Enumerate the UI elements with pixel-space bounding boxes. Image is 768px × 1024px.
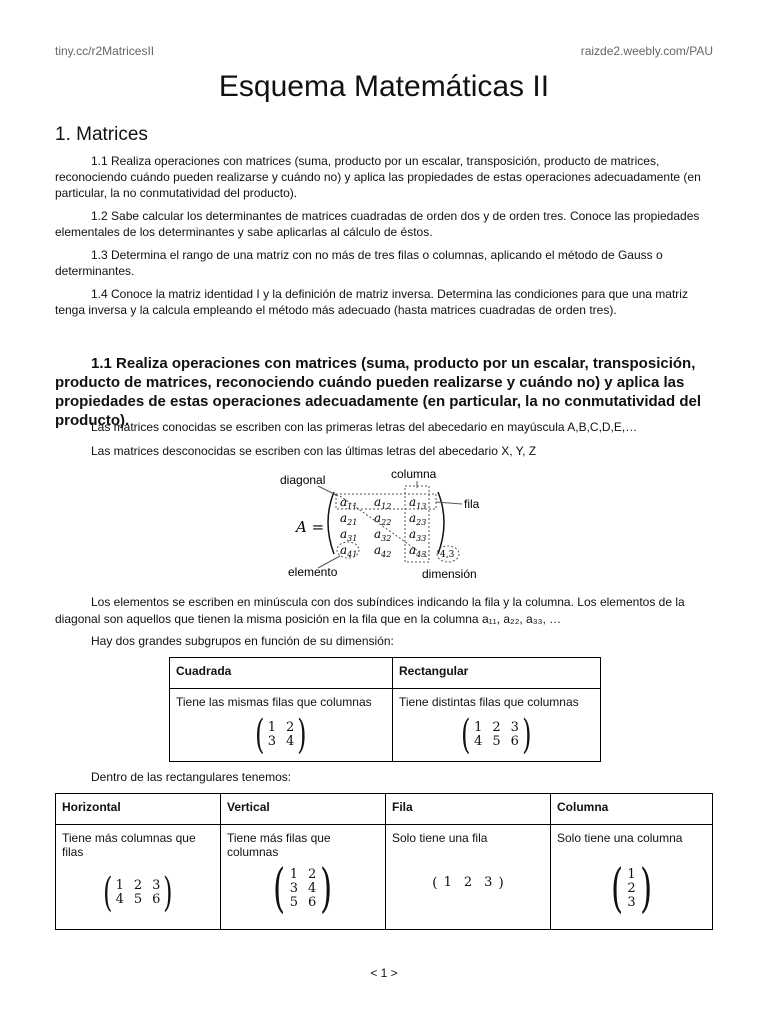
element-label: elemento (288, 565, 338, 579)
header-cuadrada: Cuadrada (170, 658, 393, 689)
entry-a41: $a_{41}$ (340, 543, 358, 559)
row-label: fila (464, 497, 480, 511)
row-arrow (436, 502, 462, 504)
desc-rectangular: Tiene distintas filas que columnas (399, 695, 579, 709)
matrix-example-2x2: ( 1 2 3 4 ) (255, 712, 307, 758)
dimension-value: 4,3 (440, 550, 455, 560)
cell-cuadrada (170, 689, 393, 762)
entry-a33: $a_{33}$ (409, 527, 427, 543)
header-columna: Columna (551, 794, 713, 825)
header-fila: Fila (386, 794, 551, 825)
matrix-row: ( 1 2 3 ) (432, 875, 504, 891)
objective-item: 1.2 Sabe calcular los determinantes de matrices cuadradas de orden dos y de orden tres. Conoce las propiedades elementales de los determinantes y sabe aplicarlas al cálculo de éstos. (55, 209, 700, 239)
desc-cuadrada: Tiene las mismas filas que columnas (176, 695, 372, 709)
objective-item: 1.4 Conoce la matriz identidad I y la definición de matriz inversa. Determina las condiciones para que una matriz tenga inversa y la calcula empleando el método más adecuado (hasta matrices cuadradas de orden tres). (55, 287, 688, 317)
header-left-link: tiny.cc/r2MatricesII (55, 44, 155, 58)
subheading-block (55, 354, 713, 430)
diagonal-label: diagonal (280, 473, 326, 487)
diagonal-arrow (318, 486, 338, 496)
header-horizontal: Horizontal (56, 794, 221, 825)
dimension-label: dimensión (422, 567, 477, 581)
entry-a32: $a_{32}$ (374, 527, 392, 543)
objective-item: 1.3 Determina el rango de una matriz con no más de tres filas o columnas, aplicando el método de Gauss o determinantes. (55, 248, 663, 278)
entry-a12: $a_{12}$ (374, 495, 392, 511)
column-label: columna (391, 467, 437, 481)
cell-horizontal (56, 825, 221, 930)
entry-a11: $a_{11}$ (340, 495, 358, 511)
cell-fila (386, 825, 551, 930)
entry-a43: $a_{43}$ (409, 543, 427, 559)
subgroups-intro: Hay dos grandes subgrupos en función de su dimensión: (91, 634, 394, 648)
matrix-vertical: ( 1 2 3 4 5 6 ) (273, 859, 333, 919)
elements-paragraph: Los elementos se escriben en minúscula con dos subíndices indicando la fila y la columna. Los elementos de la diagonal son aquellos que tienen la misma posición en la fila que en la columna a₁₁, a₂₂, a₃₃, … (55, 595, 685, 626)
rectangular-types-table (55, 793, 713, 930)
left-paren (328, 492, 334, 554)
desc-horizontal: Tiene más columnas que filas (62, 831, 196, 859)
section-heading: 1. Matrices (55, 124, 148, 145)
unknown-matrices-text: Las matrices desconocidas se escriben con las últimas letras del abecedario X, Y, Z (91, 444, 537, 458)
dimension-table (169, 657, 601, 762)
right-paren (438, 492, 444, 554)
entry-a22: $a_{22}$ (374, 511, 392, 527)
desc-fila: Solo tiene una fila (392, 831, 488, 845)
header-rectangular: Rectangular (393, 658, 601, 689)
page-title: Esquema Matemáticas II (218, 70, 550, 103)
matrix-horizontal: ( 1 2 3 4 5 6 ) (103, 870, 173, 916)
desc-columna: Solo tiene una columna (557, 831, 683, 845)
header-vertical: Vertical (221, 794, 386, 825)
entry-a13: $a_{13}$ (409, 495, 427, 511)
known-matrices-text: Las matrices conocidas se escriben con las primeras letras del abecedario en mayúscula A,B,C,D,E,… (91, 420, 638, 434)
cell-vertical (221, 825, 386, 930)
objective-item: 1.1 Realiza operaciones con matrices (suma, producto por un escalar, transposición, producto de matrices, reconociendo cuándo pueden realizarse y cuándo no) y aplica las propiedades de estas operaciones adecuadamente (en particular, la no conmutatividad del producto). (55, 154, 701, 200)
header-right-link: raizde2.weebly.com/PAU (580, 44, 713, 58)
entry-a31: $a_{31}$ (340, 527, 358, 543)
desc-vertical: Tiene más filas que columnas (227, 831, 331, 859)
subheading: 1.1 Realiza operaciones con matrices (suma, producto por un escalar, transposición, producto de matrices, reconociendo cuándo pueden realizarse y cuándo no) y aplica las propiedades de estas operaciones adecuadamente (en particular, la no conmutatividad del producto). (55, 355, 702, 429)
cell-rectangular (393, 689, 601, 762)
rect-intro: Dentro de las rectangulares tenemos: (91, 770, 292, 784)
matrix-example-2x3: ( 1 2 3 4 5 6 ) (461, 712, 532, 758)
cell-columna (551, 825, 713, 930)
matrix-name: A = (296, 518, 325, 536)
page-number: < 1 > (370, 966, 398, 980)
entry-a21: $a_{21}$ (340, 511, 358, 527)
entry-a42: $a_{42}$ (374, 543, 392, 559)
matrix-diagram (268, 466, 498, 584)
matrix-column: ( 1 2 3 ) (611, 859, 652, 919)
entry-a23: $a_{23}$ (409, 511, 427, 527)
objectives-list (55, 153, 713, 325)
